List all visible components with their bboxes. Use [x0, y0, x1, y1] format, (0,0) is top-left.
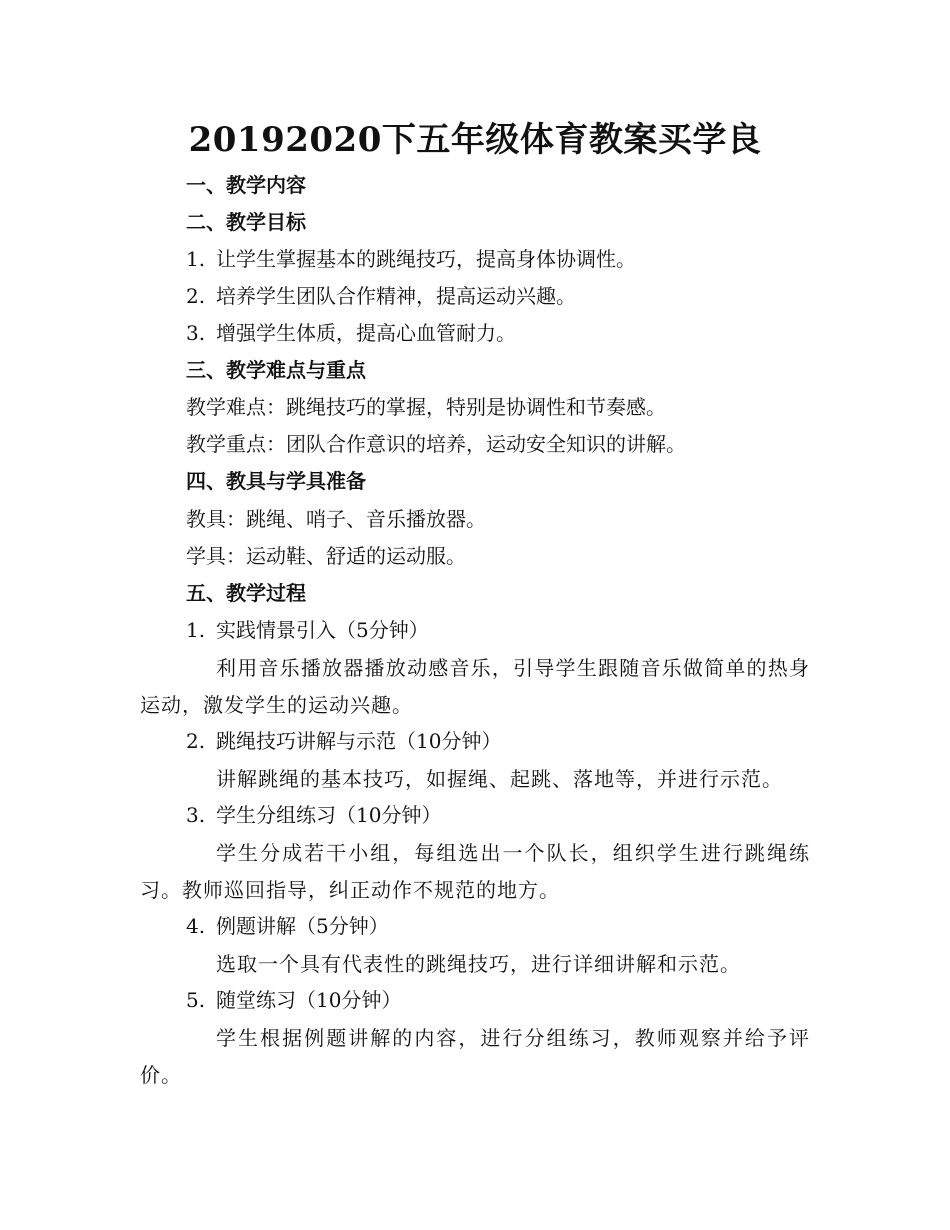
process-step-description: 选取一个具有代表性的跳绳技巧，进行详细讲解和示范。	[216, 952, 741, 976]
process-step-label: 例题讲解（5分钟）	[216, 914, 389, 938]
process-step-title	[186, 912, 389, 940]
document-title: 20192020下五年级体育教案买学良	[188, 120, 762, 160]
process-step-description: 讲解跳绳的基本技巧，如握绳、起跳、落地等，并进行示范。	[216, 767, 783, 791]
goal-item-number: 2.	[186, 284, 206, 308]
process-step-label: 随堂练习（10分钟）	[216, 988, 402, 1012]
process-step-number: 2.	[186, 729, 206, 753]
goal-item-number: 1.	[186, 247, 206, 271]
section-heading-tools: 四、教具与学具准备	[186, 469, 366, 493]
section-heading-content: 一、教学内容	[186, 173, 306, 197]
section-heading-goals: 二、教学目标	[186, 210, 306, 234]
teaching-focus: 教学重点：团队合作意识的培养，运动安全知识的讲解。	[186, 432, 686, 456]
process-step-label: 实践情景引入（5分钟）	[216, 618, 429, 642]
student-tools: 学具：运动鞋、舒适的运动服。	[186, 544, 466, 568]
process-step-title	[186, 616, 429, 644]
process-step-number: 5.	[186, 988, 206, 1012]
section-heading-difficulties: 三、教学难点与重点	[186, 358, 366, 382]
process-step-number: 4.	[186, 914, 206, 938]
goal-item-text: 让学生掌握基本的跳绳技巧，提高身体协调性。	[216, 247, 636, 271]
goal-item-text: 增强学生体质，提高心血管耐力。	[216, 321, 516, 345]
goal-item	[186, 282, 576, 310]
process-step-title	[186, 727, 501, 755]
process-step-number: 3.	[186, 803, 206, 827]
teaching-difficulty: 教学难点：跳绳技巧的掌握，特别是协调性和节奏感。	[186, 395, 666, 419]
goal-item	[186, 245, 636, 273]
goal-item	[186, 319, 516, 347]
process-step-description: 学生分成若干小组，每组选出一个队长，组织学生进行跳绳练习。教师巡回指导，纠正动作不规范的地方。	[140, 841, 810, 902]
process-step-number: 1.	[186, 618, 206, 642]
goal-item-text: 培养学生团队合作精神，提高运动兴趣。	[216, 284, 576, 308]
process-step-title	[186, 986, 401, 1014]
process-step-description: 利用音乐播放器播放动感音乐，引导学生跟随音乐做简单的热身运动，激发学生的运动兴趣。	[140, 656, 810, 717]
section-heading-process: 五、教学过程	[186, 581, 306, 605]
process-step-label: 学生分组练习（10分钟）	[216, 803, 442, 827]
teacher-tools: 教具：跳绳、哨子、音乐播放器。	[186, 507, 486, 531]
process-step-description: 学生根据例题讲解的内容，进行分组练习，教师观察并给予评价。	[140, 1026, 810, 1087]
process-step-title	[186, 801, 441, 829]
goal-item-number: 3.	[186, 321, 206, 345]
process-step-label: 跳绳技巧讲解与示范（10分钟）	[216, 729, 502, 753]
